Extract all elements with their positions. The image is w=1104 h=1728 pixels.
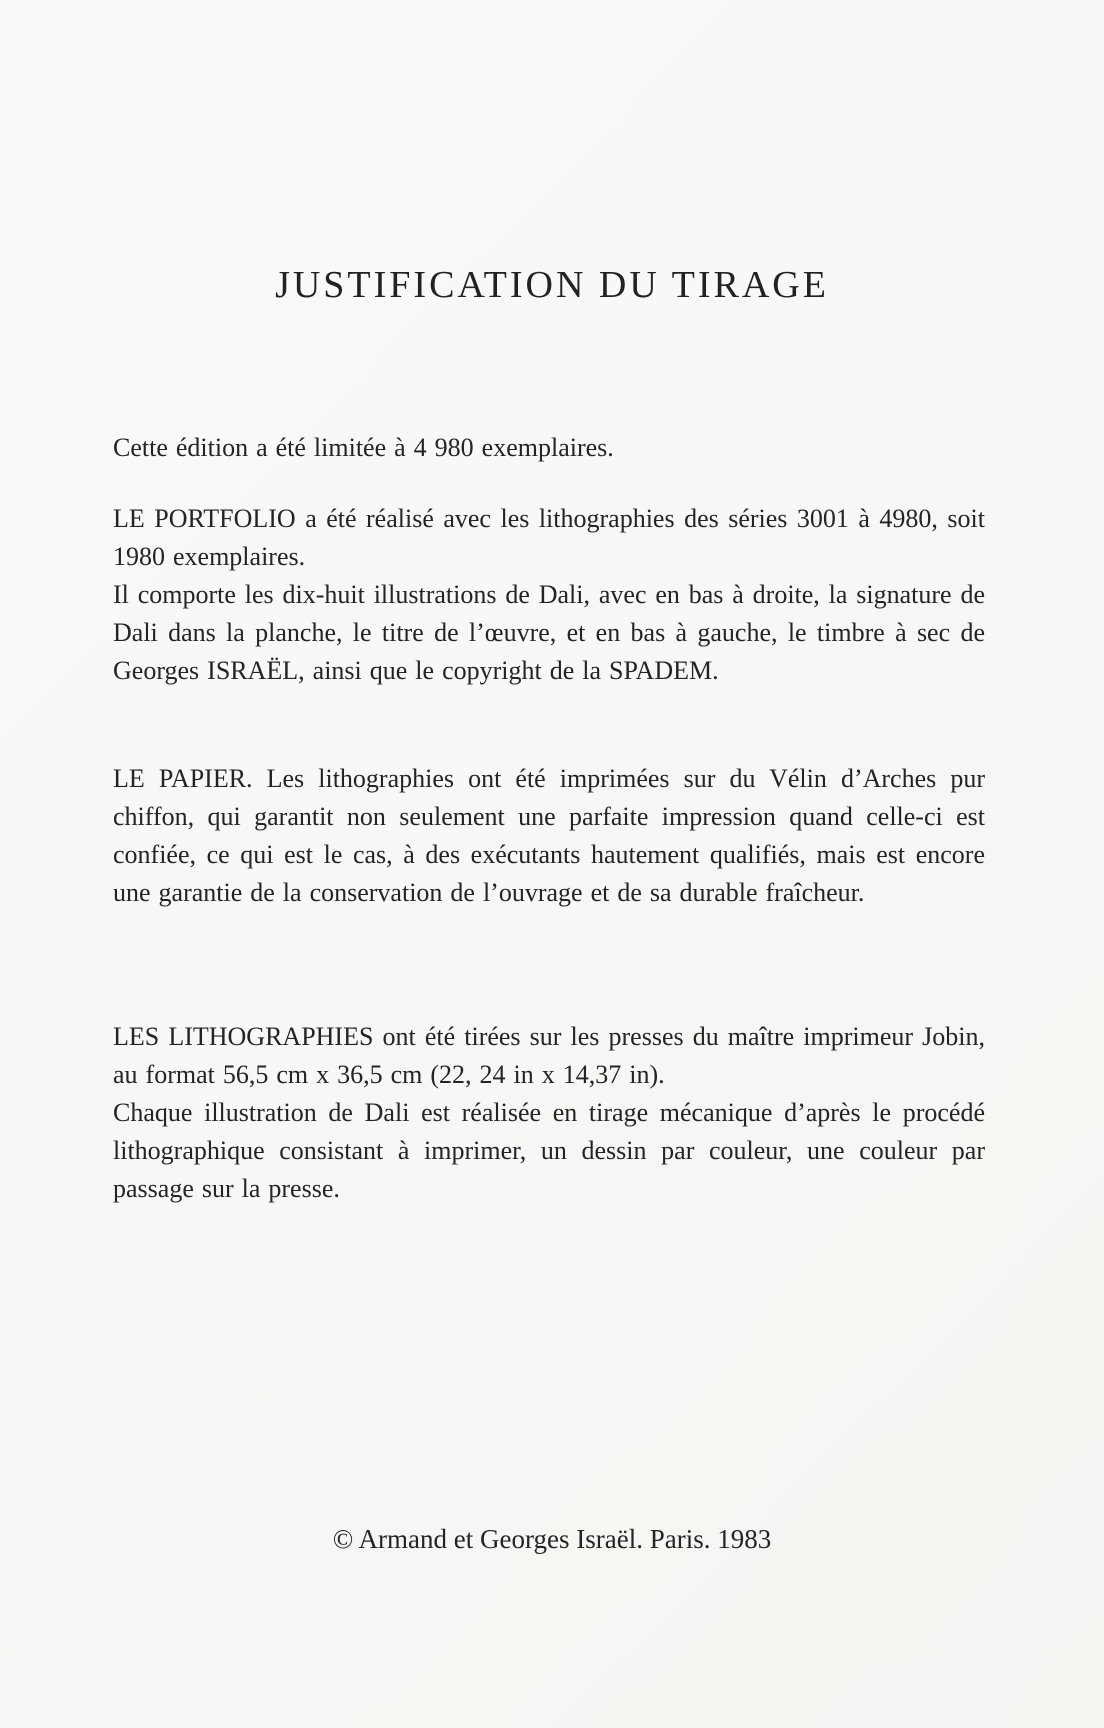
portfolio-text-2: Il comporte les dix-huit illustrations de Dali, avec en bas à droite, la signature de Dali dans la planche, le titre de l’œuvre, et en bas à gauche, le timbre à sec de Georges ISRAËL, ainsi que le copyright de la SPADEM. (113, 580, 985, 685)
lithographies-text-1: LES LITHOGRAPHIES ont été tirées sur les presses du maître imprimeur Jobin, au format 56,5 cm x 36,5 cm (22, 24 in x 14,37 in). (113, 1022, 985, 1089)
paragraph-papier (113, 760, 985, 912)
edition-text: Cette édition a été limitée à 4 980 exemplaires. (113, 433, 614, 462)
lithographies-text-2: Chaque illustration de Dali est réalisée en tirage mécanique d’après le procédé lithographique consistant à imprimer, un dessin par couleur, une couleur par passage sur la presse. (113, 1098, 985, 1203)
papier-text: LE PAPIER. Les lithographies ont été imprimées sur du Vélin d’Arches pur chiffon, qui garantit non seulement une parfaite impression quand celle-ci est confiée, ce qui est le cas, à des exécutants hautement qualifiés, mais est encore une garantie de la conservation de l’ouvrage et de sa durable fraîcheur. (113, 764, 985, 907)
portfolio-text-1: LE PORTFOLIO a été réalisé avec les lithographies des séries 3001 à 4980, soit 1980 exemplaires. (113, 504, 985, 571)
page-title: JUSTIFICATION DU TIRAGE (275, 264, 829, 307)
copyright-line: © Armand et Georges Israël. Paris. 1983 (332, 1524, 772, 1554)
paragraph-portfolio (113, 500, 985, 690)
paragraph-edition (113, 429, 985, 467)
paragraph-lithographies (113, 1018, 985, 1208)
